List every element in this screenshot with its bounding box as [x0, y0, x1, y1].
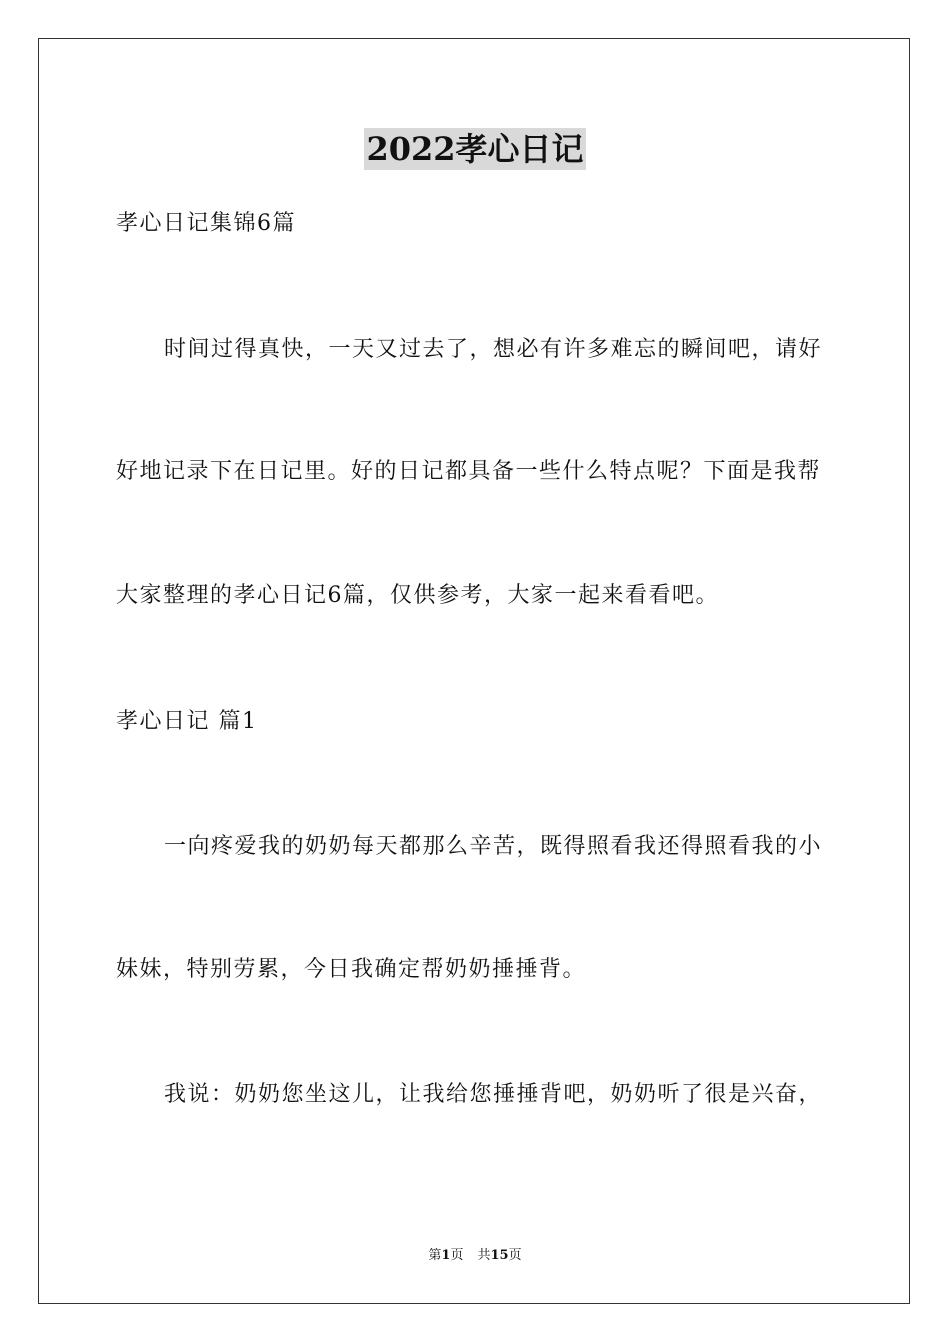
footer-page-suffix: 页 [450, 1248, 464, 1263]
paragraph-line-6: 我说：奶奶您坐这儿，让我给您捶捶背吧，奶奶听了很是兴奋， [164, 1082, 823, 1107]
document-subtitle: 孝心日记集锦6篇 [116, 211, 296, 236]
paragraph-line-5: 妹妹，特别劳累，今日我确定帮奶奶捶捶背。 [116, 957, 587, 982]
paragraph-line-1: 时间过得真快，一天又过去了，想必有许多难忘的瞬间吧，请好 [164, 337, 823, 362]
section-heading: 孝心日记 篇1 [116, 709, 258, 734]
paragraph-line-4: 一向疼爱我的奶奶每天都那么辛苦，既得照看我还得照看我的小 [164, 834, 823, 859]
footer-page-number: 1 [441, 1248, 451, 1263]
paragraph-line-2: 好地记录下在日记里。好的日记都具备一些什么特点呢？下面是我帮 [116, 459, 822, 484]
footer-total-suffix: 页 [508, 1248, 522, 1263]
paragraph-line-3: 大家整理的孝心日记6篇，仅供参考，大家一起来看看吧。 [116, 583, 719, 608]
footer-page-prefix: 第 [428, 1248, 442, 1263]
document-title-wrapper [0, 128, 950, 170]
page-footer [0, 1247, 950, 1265]
footer-total-pages: 15 [490, 1248, 509, 1263]
document-title: 2022孝心日记 [366, 130, 584, 168]
footer-total-prefix: 共 [477, 1248, 491, 1263]
